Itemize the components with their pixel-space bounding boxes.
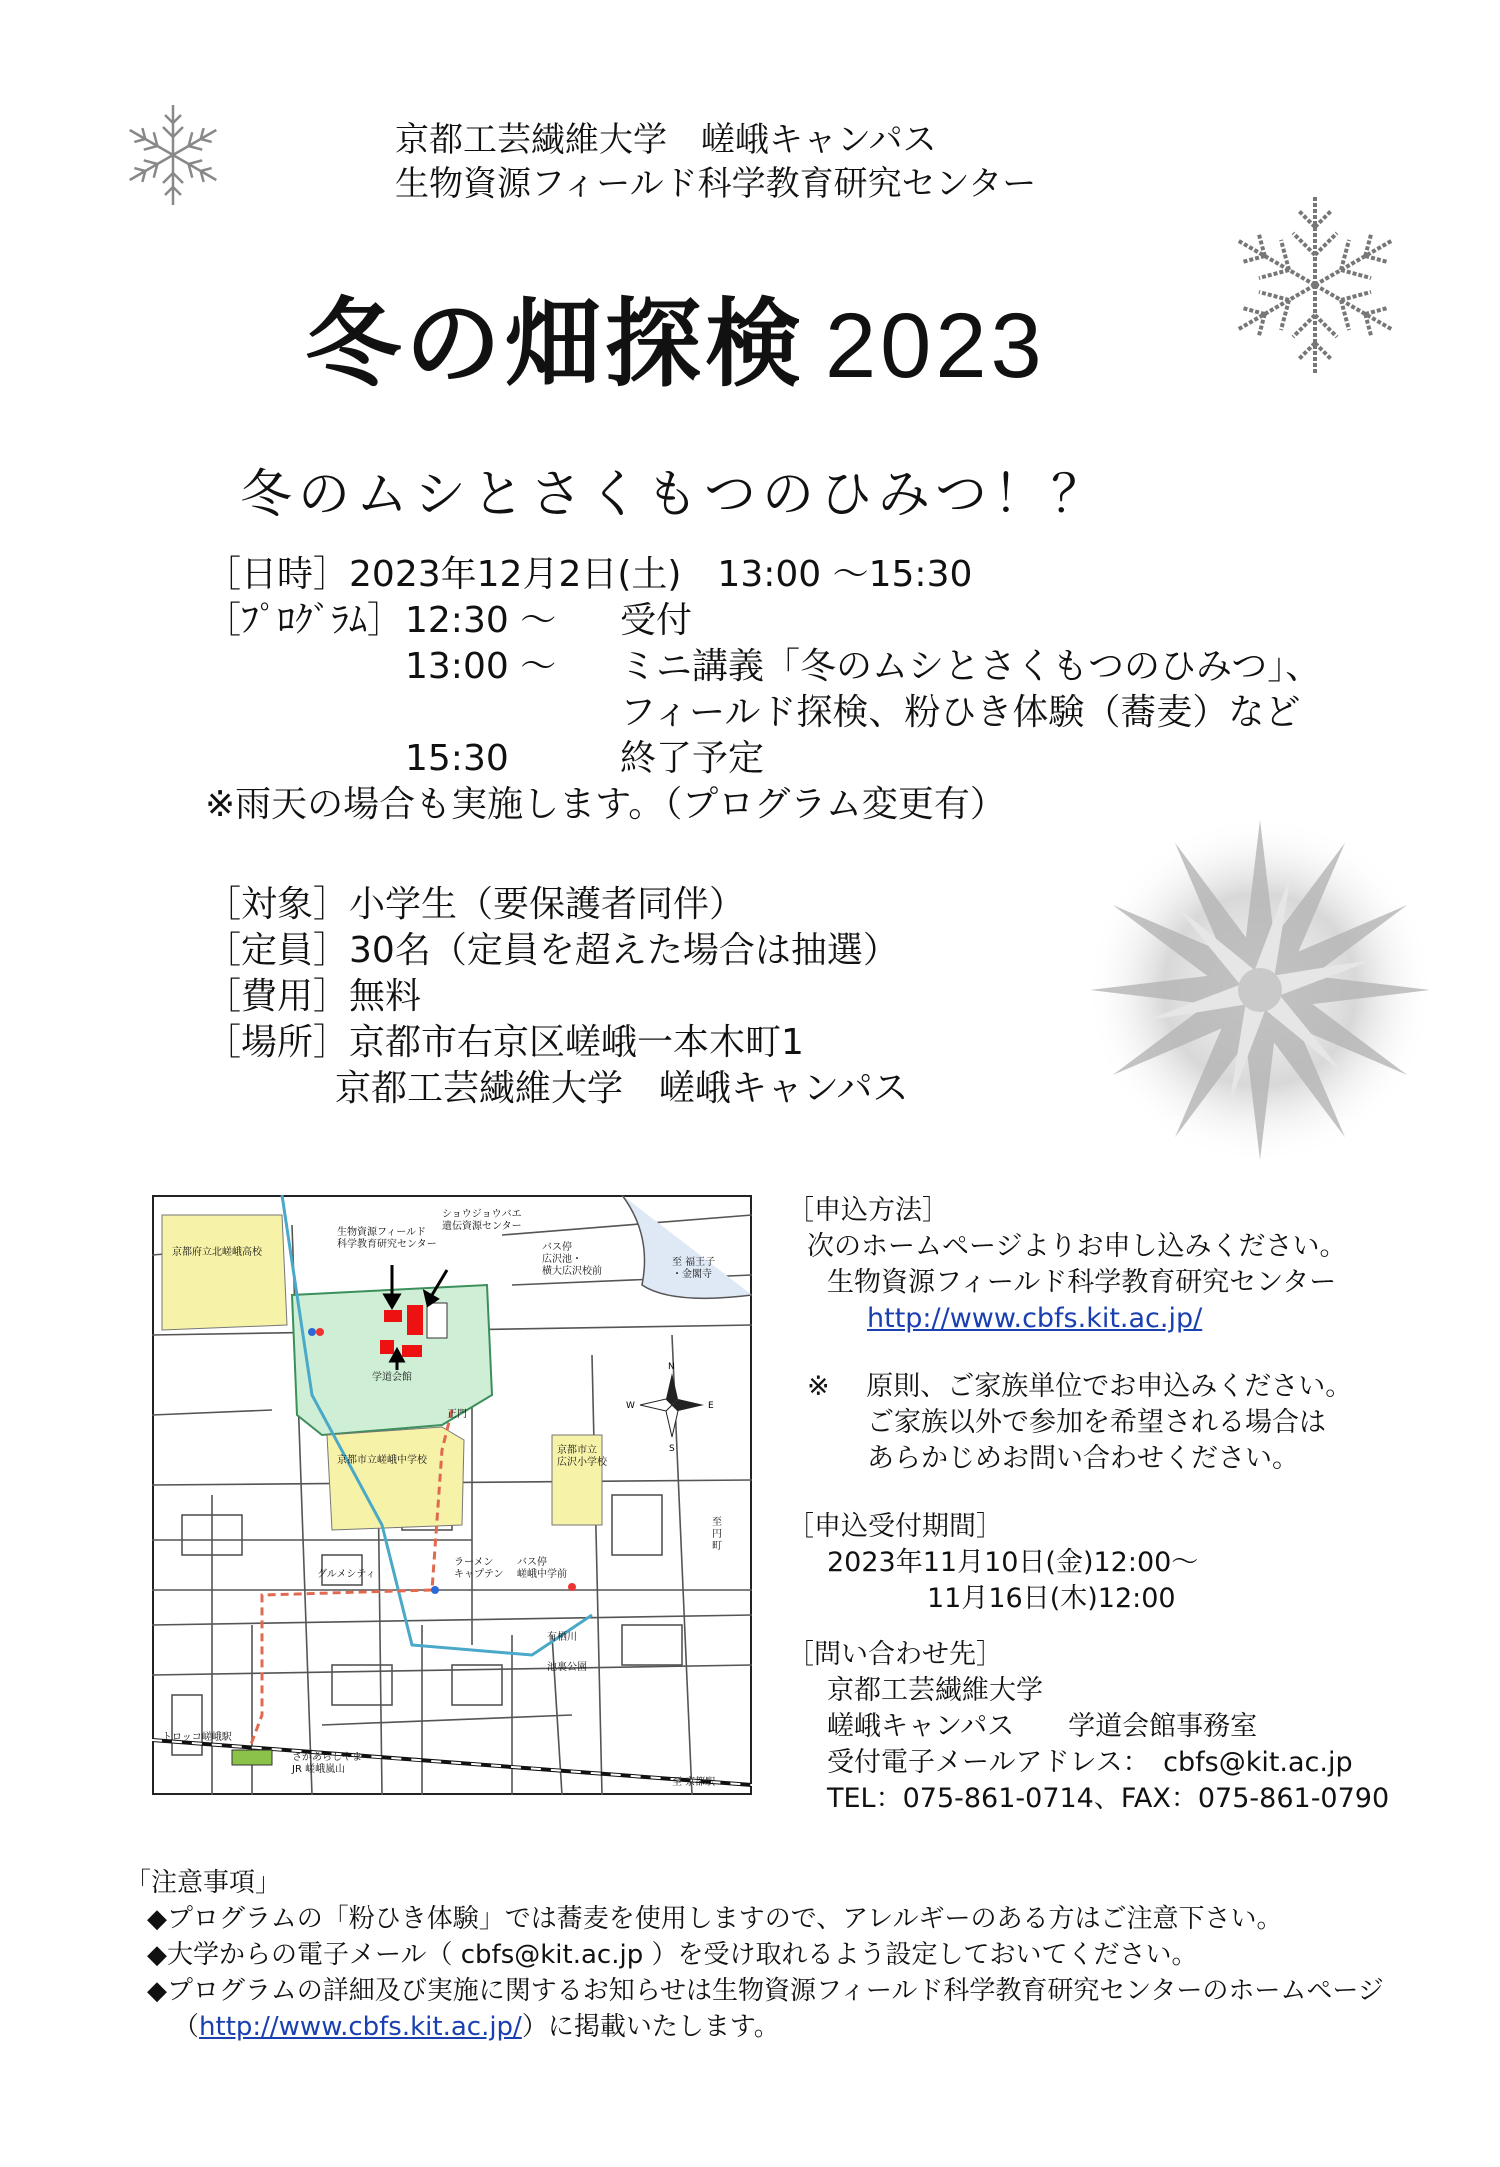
contact-line-4: TEL：075-861-0714、FAX：075-861-0790 [827,1783,1390,1814]
period-line-2: 11月16日(木)12:00 [927,1583,1176,1614]
note-line-3: あらかじめお問い合わせください。 [867,1443,1299,1474]
organizer-line-1: 京都工芸繊維大学 嵯峨キャンパス [395,120,937,160]
period-label: ［申込受付期間］ [787,1511,1003,1542]
detail-value: 小学生（要保護者同伴） [349,884,746,925]
map-label: 有栖川 [547,1632,577,1643]
method-label: ［申込方法］ [787,1195,949,1226]
page-subtitle: 冬のムシとさくもつのひみつ！？ [240,465,1109,525]
map-label: トロッコ嵯峨駅 [162,1732,232,1743]
map-label: 正門 [447,1409,467,1420]
map-label-kobaba: 至円町 [712,1517,722,1552]
note-item-4-post: ）に掲載いたします。 [521,2012,780,2042]
compass-s: S [669,1444,675,1454]
detail-value: 京都市右京区嵯峨一本木町1 [349,1022,804,1063]
map-label-fly-center: ショウジョウバエ遺伝資源センター [442,1209,522,1232]
program-desc: ミニ講義「冬のムシとさくもつのひみつ」、 [620,646,1322,687]
notes-homepage-link[interactable]: http://www.cbfs.kit.ac.jp/ [199,2012,522,2042]
notes-heading: 「注意事項」 [125,1868,282,1898]
map-label: 至 京都駅 [672,1777,716,1788]
detail-fee [205,974,908,1020]
snow-crystal-image [1080,800,1440,1180]
map-label: グルメシティ [317,1569,376,1580]
schedule-section [205,552,1322,828]
map-label-bus-stop-saga: バス停嵯峨中学前 [517,1557,567,1580]
program-row-4 [205,736,1006,782]
date-row [205,552,1006,598]
program-row-1 [205,598,1006,644]
contact-line-2: 嵯峨キャンパス 学道会館事務室 [827,1711,1258,1742]
details-section [205,882,908,1112]
map-label-bus-stop-hirosawa: バス停広沢池・横大広沢校前 [542,1242,602,1277]
program-row-3 [205,690,1301,736]
snowflake-small-icon [118,100,228,210]
map-label-ramen: ラーメンキャプテン [454,1557,504,1580]
date-label: ［日時］ [205,554,350,595]
program-time: 15:30 [405,738,509,779]
detail-capacity [205,928,908,974]
program-row-2 [205,644,1322,690]
note-item-1: ◆プログラムの「粉ひき体験」では蕎麦を使用しますので、アレルギーのある方はご注意下さい。 [147,1904,1283,1934]
note-item-4-pre: （ [173,2012,200,2042]
detail-label: ［費用］ [205,976,350,1017]
detail-place [205,1020,908,1066]
map-label-fukuoji: 至 福王子・金閣寺 [672,1257,716,1280]
snowflake-large-icon [1220,190,1410,380]
detail-value: 京都工芸繊維大学 嵯峨キャンパス [335,1068,909,1109]
compass-n: N [668,1362,675,1372]
application-section [787,1193,1389,1817]
map-kitasaga-hs [162,1215,287,1330]
map-label-center: 生物資源フィールド科学教育研究センター [337,1227,437,1250]
program-time: 13:00 ～ [405,646,557,687]
method-url-row [787,1301,1389,1337]
rain-note: ※雨天の場合も実施します。（プログラム変更有） [205,784,1006,825]
map-station-marker [232,1750,272,1765]
note-line-2: ご家族以外で参加を希望される場合は [867,1407,1326,1438]
note-line-1: 原則、ご家族単位でお申込みください。 [866,1371,1353,1402]
detail-label: ［対象］ [205,884,350,925]
program-desc: 受付 [620,600,693,641]
map-label: 池裏公園 [547,1662,587,1673]
program-desc: 終了予定 [620,738,765,779]
note-item-4 [125,2009,1384,2045]
notes-section [125,1865,1384,2045]
detail-label: ［場所］ [205,1022,350,1063]
note-item-3: ◆プログラムの詳細及び実施に関するお知らせは生物資源フィールド科学教育研究センターのホームページ [147,1976,1384,2006]
contact-line-1: 京都工芸繊維大学 [827,1675,1043,1706]
program-desc: フィールド探検、粉ひき体験（蕎麦）など [620,692,1301,733]
access-map [152,1195,752,1795]
organizer-header [395,118,1036,206]
contact-label: ［問い合わせ先］ [787,1639,1003,1670]
map-label-saga-arashiyama: さがあらしやま JR 嵯峨嵐山 [292,1752,362,1775]
period-line-1: 2023年11月10日(金)12:00～ [827,1547,1199,1578]
note-item-2: ◆大学からの電子メール（ cbfs@kit.ac.jp ）を受け取れるよう設定しておいてください。 [147,1940,1198,1970]
map-label: 学道会館 [372,1372,412,1383]
map-label: 京都市立嵯峨中学校 [337,1455,427,1466]
note-mark: ※ [807,1371,830,1402]
method-line-1: 次のホームページよりお申し込みください。 [807,1231,1347,1262]
detail-label: ［定員］ [205,930,350,971]
program-time: 12:30 ～ [405,600,557,641]
detail-target [205,882,908,928]
title-year: 2023 [825,295,1046,397]
contact-line-3: 受付電子メールアドレス： cbfs@kit.ac.jp [827,1747,1353,1778]
homepage-link[interactable]: http://www.cbfs.kit.ac.jp/ [867,1303,1203,1334]
title-main: 冬の畑探検 [305,287,805,400]
map-label: 京都府立北嵯峨高校 [172,1247,262,1258]
detail-place-line2 [205,1066,908,1112]
program-label: ［ﾌﾟﾛｸﾞﾗﾑ］ [205,600,404,641]
page-title [305,268,1046,405]
organizer-line-2: 生物資源フィールド科学教育研究センター [395,164,1037,204]
compass-e: E [708,1401,714,1411]
method-line-2: 生物資源フィールド科学教育研究センター [827,1267,1337,1298]
detail-value: 30名（定員を超えた場合は抽選） [349,930,899,971]
compass-w: W [626,1401,635,1411]
date-value: 2023年12月2日(土) 13:00 ～15:30 [349,554,973,595]
detail-value: 無料 [349,976,422,1017]
note-row-1 [787,1369,1389,1405]
map-label-hirosawa-es: 京都市立広沢小学校 [557,1445,607,1468]
